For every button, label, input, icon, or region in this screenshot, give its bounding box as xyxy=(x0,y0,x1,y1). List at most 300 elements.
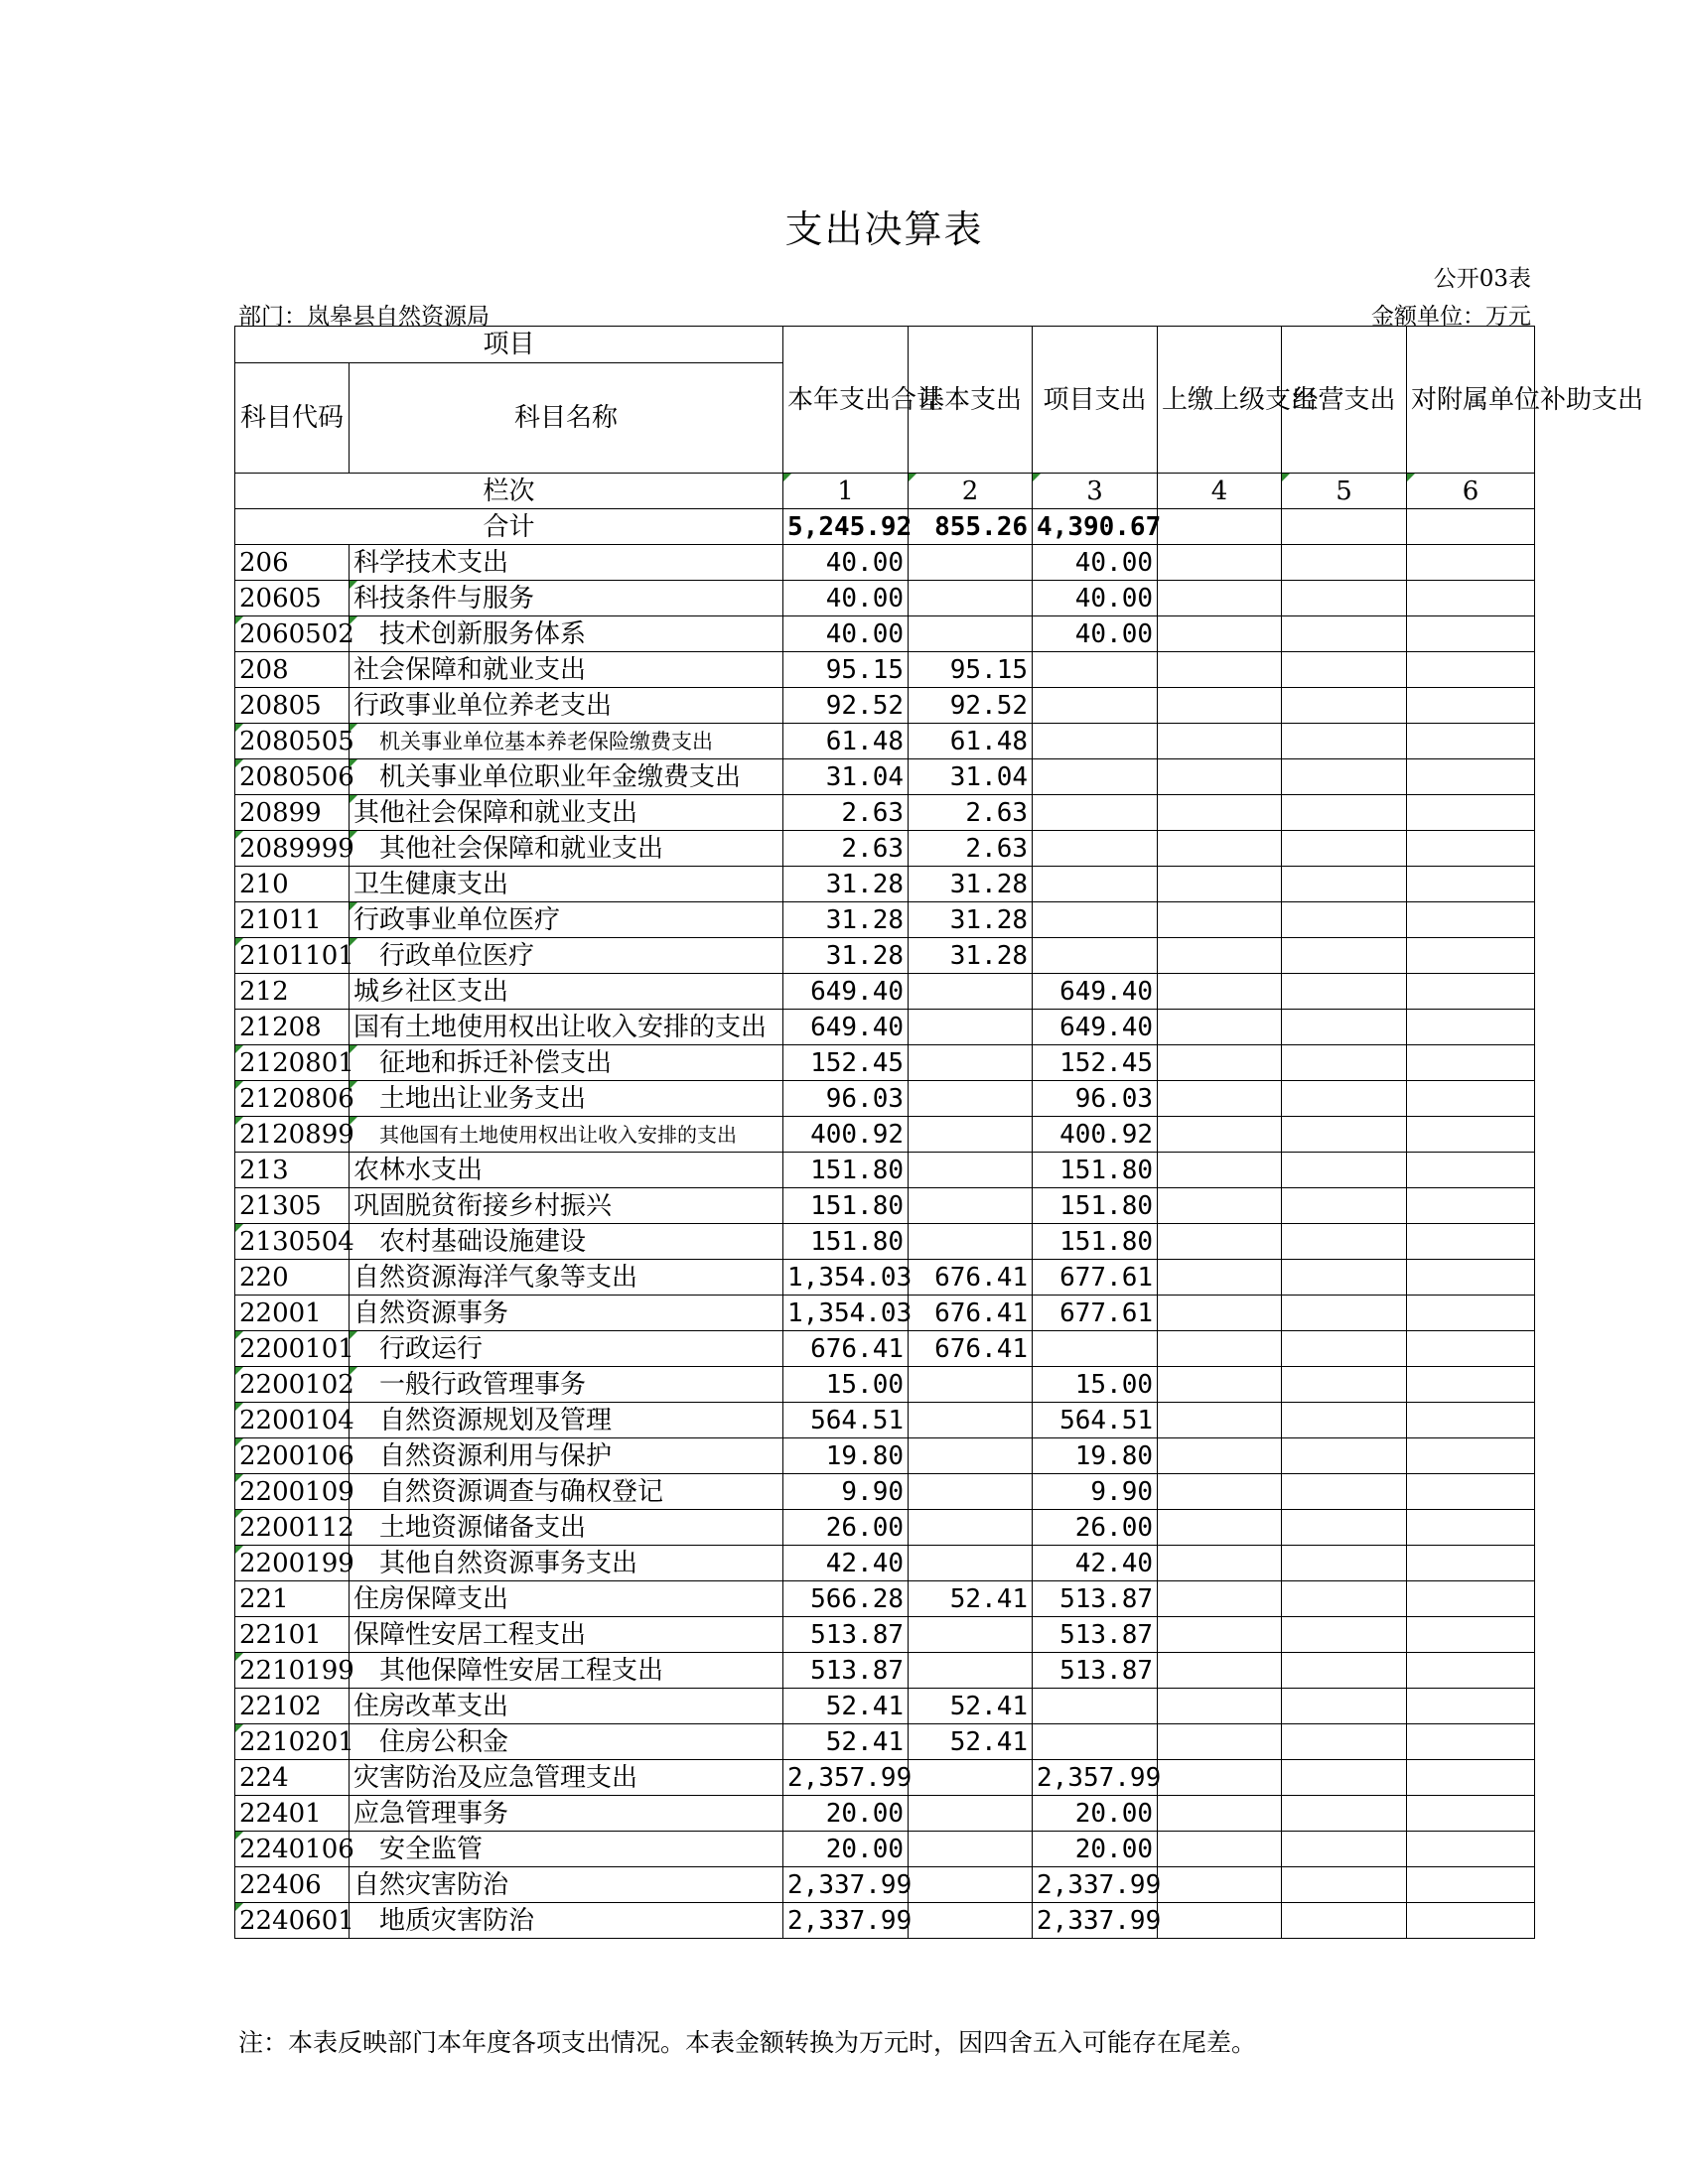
header-project: 项目 xyxy=(235,327,783,363)
row-col5 xyxy=(1282,867,1407,902)
row-total: 649.40 xyxy=(783,1010,909,1045)
row-col4 xyxy=(1158,1867,1282,1903)
row-project: 513.87 xyxy=(1033,1653,1158,1689)
row-col6 xyxy=(1407,1010,1535,1045)
row-code: 208 xyxy=(235,652,350,688)
row-code: 2080505 xyxy=(235,724,350,759)
row-project: 96.03 xyxy=(1033,1081,1158,1117)
table-row xyxy=(235,1653,1535,1689)
row-basic xyxy=(909,1367,1033,1403)
row-basic xyxy=(909,1188,1033,1224)
header-col1: 本年支出合计 xyxy=(783,327,909,474)
table-row xyxy=(235,1617,1535,1653)
row-code: 21011 xyxy=(235,902,350,938)
row-total: 15.00 xyxy=(783,1367,909,1403)
row-col4 xyxy=(1158,1903,1282,1939)
row-total: 95.15 xyxy=(783,652,909,688)
row-col6 xyxy=(1407,545,1535,581)
row-basic: 31.28 xyxy=(909,902,1033,938)
row-total: 400.92 xyxy=(783,1117,909,1153)
row-basic xyxy=(909,1224,1033,1260)
row-col4 xyxy=(1158,1653,1282,1689)
row-col5 xyxy=(1282,1832,1407,1867)
row-total: 42.40 xyxy=(783,1546,909,1581)
row-total: 2.63 xyxy=(783,795,909,831)
row-project: 400.92 xyxy=(1033,1117,1158,1153)
row-total: 61.48 xyxy=(783,724,909,759)
row-name: 地质灾害防治 xyxy=(350,1903,783,1939)
row-name: 科技条件与服务 xyxy=(350,581,783,616)
row-basic xyxy=(909,974,1033,1010)
row-basic: 676.41 xyxy=(909,1296,1033,1331)
row-col6 xyxy=(1407,1260,1535,1296)
table-row xyxy=(235,867,1535,902)
col-number-4: 4 xyxy=(1158,474,1282,509)
table-row xyxy=(235,1260,1535,1296)
row-col6 xyxy=(1407,1760,1535,1796)
row-basic: 31.28 xyxy=(909,938,1033,974)
row-col4 xyxy=(1158,974,1282,1010)
table-row xyxy=(235,1331,1535,1367)
row-col6 xyxy=(1407,1153,1535,1188)
row-total: 564.51 xyxy=(783,1403,909,1438)
row-col5 xyxy=(1282,1010,1407,1045)
row-col5 xyxy=(1282,1474,1407,1510)
row-code: 2200106 xyxy=(235,1438,350,1474)
row-total: 31.28 xyxy=(783,938,909,974)
row-name: 科学技术支出 xyxy=(350,545,783,581)
row-col4 xyxy=(1158,795,1282,831)
row-col6 xyxy=(1407,1296,1535,1331)
table-row xyxy=(235,1724,1535,1760)
row-col4 xyxy=(1158,1045,1282,1081)
row-name: 行政运行 xyxy=(350,1331,783,1367)
page-title: 支出决算表 xyxy=(784,207,984,251)
row-total: 649.40 xyxy=(783,974,909,1010)
row-total: 40.00 xyxy=(783,616,909,652)
row-basic xyxy=(909,1045,1033,1081)
row-code: 2240106 xyxy=(235,1832,350,1867)
row-basic xyxy=(909,1010,1033,1045)
row-basic xyxy=(909,1546,1033,1581)
row-project: 513.87 xyxy=(1033,1617,1158,1653)
department-label: 部门：岚皋县自然资源局 xyxy=(238,304,490,330)
row-total: 2.63 xyxy=(783,831,909,867)
row-col4 xyxy=(1158,545,1282,581)
row-name: 自然资源规划及管理 xyxy=(350,1403,783,1438)
row-code: 20605 xyxy=(235,581,350,616)
row-total: 566.28 xyxy=(783,1581,909,1617)
row-project: 42.40 xyxy=(1033,1546,1158,1581)
row-name: 行政事业单位医疗 xyxy=(350,902,783,938)
row-col5 xyxy=(1282,1403,1407,1438)
row-project xyxy=(1033,867,1158,902)
row-col5 xyxy=(1282,1045,1407,1081)
row-code: 2089999 xyxy=(235,831,350,867)
row-col4 xyxy=(1158,581,1282,616)
row-col5 xyxy=(1282,545,1407,581)
row-code: 206 xyxy=(235,545,350,581)
table-row xyxy=(235,1403,1535,1438)
row-col6 xyxy=(1407,1403,1535,1438)
row-col4 xyxy=(1158,1260,1282,1296)
row-total: 513.87 xyxy=(783,1617,909,1653)
row-col4 xyxy=(1158,724,1282,759)
table-row xyxy=(235,1188,1535,1224)
row-col5 xyxy=(1282,652,1407,688)
row-col4 xyxy=(1158,616,1282,652)
row-col5 xyxy=(1282,1653,1407,1689)
row-basic xyxy=(909,1653,1033,1689)
row-name: 其他社会保障和就业支出 xyxy=(350,795,783,831)
row-basic xyxy=(909,1867,1033,1903)
row-col4 xyxy=(1158,1153,1282,1188)
row-col5 xyxy=(1282,1188,1407,1224)
row-col6 xyxy=(1407,1689,1535,1724)
row-total: 52.41 xyxy=(783,1724,909,1760)
table-row xyxy=(235,581,1535,616)
row-code: 22001 xyxy=(235,1296,350,1331)
row-code: 2060502 xyxy=(235,616,350,652)
row-col6 xyxy=(1407,652,1535,688)
table-row xyxy=(235,1796,1535,1832)
row-name: 行政单位医疗 xyxy=(350,938,783,974)
row-name: 一般行政管理事务 xyxy=(350,1367,783,1403)
row-col4 xyxy=(1158,1224,1282,1260)
row-col5 xyxy=(1282,616,1407,652)
row-col6 xyxy=(1407,1367,1535,1403)
table-row xyxy=(235,1474,1535,1510)
row-code: 22102 xyxy=(235,1689,350,1724)
row-project: 40.00 xyxy=(1033,545,1158,581)
row-col5 xyxy=(1282,1760,1407,1796)
row-col6 xyxy=(1407,1617,1535,1653)
row-col6 xyxy=(1407,831,1535,867)
total-col4 xyxy=(1158,509,1282,545)
row-basic xyxy=(909,616,1033,652)
row-col4 xyxy=(1158,1617,1282,1653)
row-col4 xyxy=(1158,1188,1282,1224)
row-basic xyxy=(909,1796,1033,1832)
row-col4 xyxy=(1158,759,1282,795)
table-row xyxy=(235,1438,1535,1474)
row-total: 52.41 xyxy=(783,1689,909,1724)
row-col5 xyxy=(1282,759,1407,795)
row-col5 xyxy=(1282,1689,1407,1724)
row-col4 xyxy=(1158,1296,1282,1331)
row-total: 40.00 xyxy=(783,545,909,581)
row-col6 xyxy=(1407,974,1535,1010)
row-name: 其他国有土地使用权出让收入安排的支出 xyxy=(350,1117,783,1153)
row-col4 xyxy=(1158,1546,1282,1581)
header-col4: 上缴上级支出 xyxy=(1158,327,1282,474)
row-col5 xyxy=(1282,688,1407,724)
row-col4 xyxy=(1158,1010,1282,1045)
row-code: 2120801 xyxy=(235,1045,350,1081)
row-col4 xyxy=(1158,938,1282,974)
row-project: 19.80 xyxy=(1033,1438,1158,1474)
row-col4 xyxy=(1158,1474,1282,1510)
row-col6 xyxy=(1407,867,1535,902)
row-basic: 2.63 xyxy=(909,831,1033,867)
row-project: 20.00 xyxy=(1033,1832,1158,1867)
row-col4 xyxy=(1158,1081,1282,1117)
row-code: 2210199 xyxy=(235,1653,350,1689)
row-col6 xyxy=(1407,1653,1535,1689)
row-total: 20.00 xyxy=(783,1796,909,1832)
row-name: 自然资源海洋气象等支出 xyxy=(350,1260,783,1296)
table-row xyxy=(235,1760,1535,1796)
table-row xyxy=(235,1117,1535,1153)
row-col5 xyxy=(1282,1153,1407,1188)
row-col5 xyxy=(1282,1617,1407,1653)
row-name: 社会保障和就业支出 xyxy=(350,652,783,688)
row-basic xyxy=(909,1510,1033,1546)
table-row xyxy=(235,831,1535,867)
row-code: 2080506 xyxy=(235,759,350,795)
row-col5 xyxy=(1282,902,1407,938)
row-col6 xyxy=(1407,581,1535,616)
row-code: 212 xyxy=(235,974,350,1010)
row-col6 xyxy=(1407,1903,1535,1939)
col-number-6: 6 xyxy=(1407,474,1535,509)
row-basic: 92.52 xyxy=(909,688,1033,724)
row-col5 xyxy=(1282,938,1407,974)
row-code: 21305 xyxy=(235,1188,350,1224)
header-lanci: 栏次 xyxy=(235,474,783,509)
row-name: 住房保障支出 xyxy=(350,1581,783,1617)
row-col4 xyxy=(1158,902,1282,938)
row-col5 xyxy=(1282,1438,1407,1474)
row-project xyxy=(1033,759,1158,795)
row-name: 征地和拆迁补偿支出 xyxy=(350,1045,783,1081)
table-row xyxy=(235,1867,1535,1903)
row-total: 96.03 xyxy=(783,1081,909,1117)
table-row xyxy=(235,1296,1535,1331)
table-row xyxy=(235,1224,1535,1260)
row-col5 xyxy=(1282,1260,1407,1296)
row-total: 2,337.99 xyxy=(783,1867,909,1903)
row-name: 安全监管 xyxy=(350,1832,783,1867)
form-number: 公开03表 xyxy=(1433,266,1531,292)
row-col6 xyxy=(1407,759,1535,795)
row-total: 2,357.99 xyxy=(783,1760,909,1796)
row-name: 土地出让业务支出 xyxy=(350,1081,783,1117)
row-project xyxy=(1033,724,1158,759)
row-project: 649.40 xyxy=(1033,1010,1158,1045)
table-row xyxy=(235,759,1535,795)
row-col4 xyxy=(1158,1403,1282,1438)
row-col5 xyxy=(1282,1724,1407,1760)
total-col6 xyxy=(1407,509,1535,545)
row-col5 xyxy=(1282,1296,1407,1331)
row-basic: 676.41 xyxy=(909,1331,1033,1367)
row-col5 xyxy=(1282,1510,1407,1546)
row-col4 xyxy=(1158,1581,1282,1617)
row-col5 xyxy=(1282,1796,1407,1832)
row-name: 保障性安居工程支出 xyxy=(350,1617,783,1653)
row-code: 2240601 xyxy=(235,1903,350,1939)
row-name: 卫生健康支出 xyxy=(350,867,783,902)
row-col5 xyxy=(1282,1081,1407,1117)
row-basic xyxy=(909,1438,1033,1474)
col-number-1: 1 xyxy=(783,474,909,509)
row-basic: 52.41 xyxy=(909,1581,1033,1617)
row-col5 xyxy=(1282,1117,1407,1153)
row-name: 技术创新服务体系 xyxy=(350,616,783,652)
row-name: 国有土地使用权出让收入安排的支出 xyxy=(350,1010,783,1045)
row-total: 2,337.99 xyxy=(783,1903,909,1939)
row-col4 xyxy=(1158,867,1282,902)
row-project xyxy=(1033,938,1158,974)
row-name: 应急管理事务 xyxy=(350,1796,783,1832)
row-basic xyxy=(909,1832,1033,1867)
row-total: 151.80 xyxy=(783,1153,909,1188)
table-row xyxy=(235,1903,1535,1939)
row-project: 20.00 xyxy=(1033,1796,1158,1832)
row-basic xyxy=(909,545,1033,581)
row-col6 xyxy=(1407,1224,1535,1260)
row-basic xyxy=(909,1081,1033,1117)
row-name: 城乡社区支出 xyxy=(350,974,783,1010)
total-sum: 5,245.92 xyxy=(783,509,909,545)
header-code: 科目代码 xyxy=(235,363,350,474)
row-total: 151.80 xyxy=(783,1188,909,1224)
row-name: 自然资源调查与确权登记 xyxy=(350,1474,783,1510)
row-name: 行政事业单位养老支出 xyxy=(350,688,783,724)
row-code: 22401 xyxy=(235,1796,350,1832)
row-col4 xyxy=(1158,1117,1282,1153)
row-basic: 2.63 xyxy=(909,795,1033,831)
row-col4 xyxy=(1158,1796,1282,1832)
row-col5 xyxy=(1282,1367,1407,1403)
row-col4 xyxy=(1158,1510,1282,1546)
row-name: 住房改革支出 xyxy=(350,1689,783,1724)
total-project: 4,390.67 xyxy=(1033,509,1158,545)
row-col6 xyxy=(1407,1117,1535,1153)
row-total: 9.90 xyxy=(783,1474,909,1510)
row-name: 农林水支出 xyxy=(350,1153,783,1188)
row-code: 21208 xyxy=(235,1010,350,1045)
row-total: 151.80 xyxy=(783,1224,909,1260)
row-code: 2120899 xyxy=(235,1117,350,1153)
row-project: 151.80 xyxy=(1033,1153,1158,1188)
table-row xyxy=(235,652,1535,688)
table-row xyxy=(235,795,1535,831)
row-col5 xyxy=(1282,1331,1407,1367)
row-code: 2101101 xyxy=(235,938,350,974)
row-basic: 52.41 xyxy=(909,1724,1033,1760)
row-col5 xyxy=(1282,724,1407,759)
row-basic xyxy=(909,1760,1033,1796)
row-col6 xyxy=(1407,1474,1535,1510)
row-total: 1,354.03 xyxy=(783,1260,909,1296)
row-total: 20.00 xyxy=(783,1832,909,1867)
row-project: 564.51 xyxy=(1033,1403,1158,1438)
row-project xyxy=(1033,1331,1158,1367)
row-project: 649.40 xyxy=(1033,974,1158,1010)
row-col6 xyxy=(1407,1832,1535,1867)
row-basic xyxy=(909,1617,1033,1653)
row-project xyxy=(1033,1689,1158,1724)
row-project: 2,357.99 xyxy=(1033,1760,1158,1796)
table-row xyxy=(235,724,1535,759)
table-row xyxy=(235,1546,1535,1581)
row-project xyxy=(1033,831,1158,867)
row-name: 自然资源事务 xyxy=(350,1296,783,1331)
table-row xyxy=(235,1367,1535,1403)
row-name: 土地资源储备支出 xyxy=(350,1510,783,1546)
row-code: 2200102 xyxy=(235,1367,350,1403)
row-code: 20899 xyxy=(235,795,350,831)
row-total: 19.80 xyxy=(783,1438,909,1474)
row-project: 677.61 xyxy=(1033,1296,1158,1331)
table-row xyxy=(235,545,1535,581)
table-row xyxy=(235,938,1535,974)
row-basic xyxy=(909,1117,1033,1153)
row-col6 xyxy=(1407,1510,1535,1546)
row-col6 xyxy=(1407,724,1535,759)
total-row xyxy=(235,509,1535,545)
row-col4 xyxy=(1158,652,1282,688)
row-col6 xyxy=(1407,1796,1535,1832)
row-basic xyxy=(909,1903,1033,1939)
row-project xyxy=(1033,688,1158,724)
row-col5 xyxy=(1282,581,1407,616)
row-name: 自然资源利用与保护 xyxy=(350,1438,783,1474)
table-row xyxy=(235,1832,1535,1867)
header-col5: 经营支出 xyxy=(1282,327,1407,474)
table-row xyxy=(235,1510,1535,1546)
row-name: 自然灾害防治 xyxy=(350,1867,783,1903)
row-basic: 31.04 xyxy=(909,759,1033,795)
row-col6 xyxy=(1407,1867,1535,1903)
row-total: 26.00 xyxy=(783,1510,909,1546)
table-row xyxy=(235,1010,1535,1045)
row-code: 221 xyxy=(235,1581,350,1617)
row-code: 2200104 xyxy=(235,1403,350,1438)
row-project: 40.00 xyxy=(1033,581,1158,616)
col-number-5: 5 xyxy=(1282,474,1407,509)
row-col6 xyxy=(1407,1331,1535,1367)
row-total: 31.28 xyxy=(783,867,909,902)
row-col6 xyxy=(1407,1045,1535,1081)
row-col6 xyxy=(1407,1581,1535,1617)
row-total: 1,354.03 xyxy=(783,1296,909,1331)
row-col4 xyxy=(1158,1689,1282,1724)
row-code: 2200109 xyxy=(235,1474,350,1510)
total-label: 合计 xyxy=(235,509,783,545)
row-col4 xyxy=(1158,1367,1282,1403)
row-col5 xyxy=(1282,795,1407,831)
row-name: 住房公积金 xyxy=(350,1724,783,1760)
table-row xyxy=(235,974,1535,1010)
row-name: 机关事业单位职业年金缴费支出 xyxy=(350,759,783,795)
row-total: 152.45 xyxy=(783,1045,909,1081)
row-total: 513.87 xyxy=(783,1653,909,1689)
row-col5 xyxy=(1282,974,1407,1010)
row-col6 xyxy=(1407,902,1535,938)
footnote: 注：本表反映部门本年度各项支出情况。本表金额转换为万元时，因四舍五入可能存在尾差。 xyxy=(238,2028,1257,2057)
row-name: 机关事业单位基本养老保险缴费支出 xyxy=(350,724,783,759)
col-number-2: 2 xyxy=(909,474,1033,509)
row-code: 2200112 xyxy=(235,1510,350,1546)
row-col5 xyxy=(1282,1867,1407,1903)
header-row-project xyxy=(235,327,1535,363)
table-row xyxy=(235,1153,1535,1188)
row-total: 40.00 xyxy=(783,581,909,616)
row-code: 22406 xyxy=(235,1867,350,1903)
